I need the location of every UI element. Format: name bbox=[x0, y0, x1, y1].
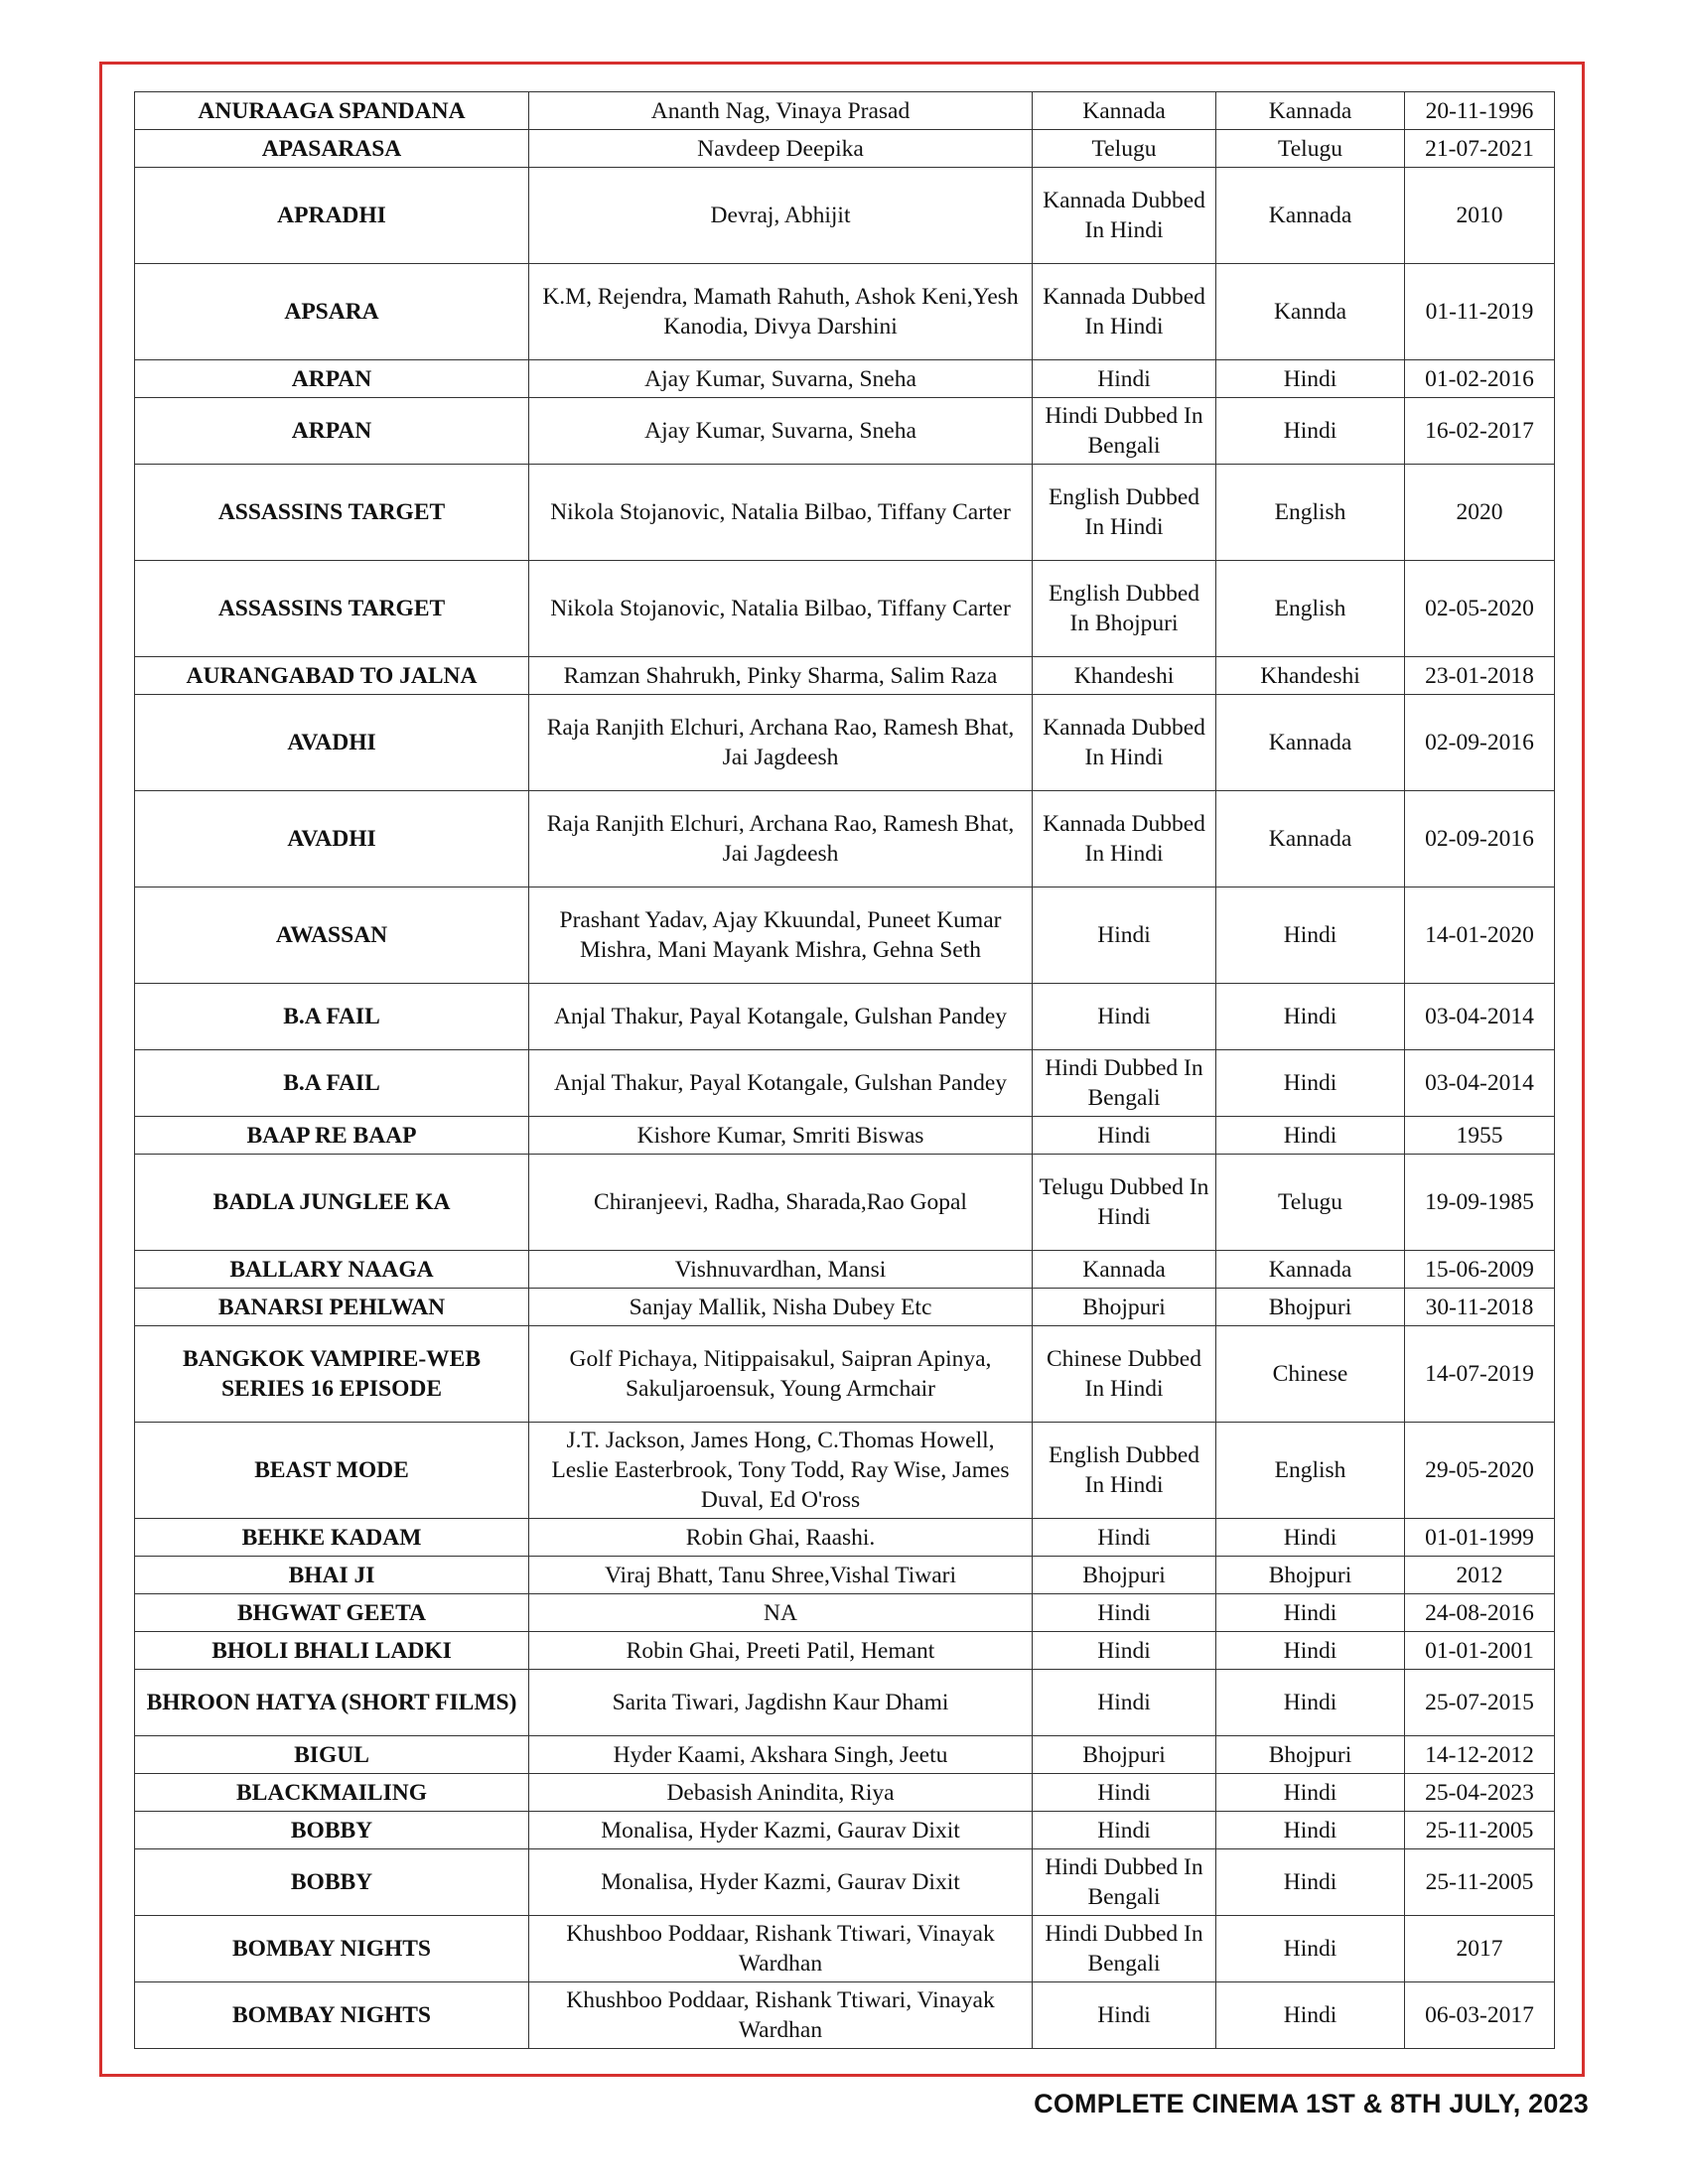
release-date: 25-07-2015 bbox=[1405, 1670, 1555, 1736]
original-language: Hindi bbox=[1216, 1774, 1405, 1812]
cast-list: Sarita Tiwari, Jagdishn Kaur Dhami bbox=[529, 1670, 1033, 1736]
release-date: 01-01-1999 bbox=[1405, 1519, 1555, 1557]
release-language: Hindi bbox=[1033, 1632, 1216, 1670]
release-language: Hindi Dubbed In Bengali bbox=[1033, 1849, 1216, 1916]
table-row bbox=[135, 264, 1555, 360]
cast-list: Ramzan Shahrukh, Pinky Sharma, Salim Raza bbox=[529, 657, 1033, 695]
release-date: 01-01-2001 bbox=[1405, 1632, 1555, 1670]
original-language: English bbox=[1216, 1423, 1405, 1519]
original-language: English bbox=[1216, 561, 1405, 657]
release-date: 14-12-2012 bbox=[1405, 1736, 1555, 1774]
release-language: Hindi bbox=[1033, 1982, 1216, 2049]
original-language: English bbox=[1216, 465, 1405, 561]
original-language: Hindi bbox=[1216, 398, 1405, 465]
film-title: AVADHI bbox=[135, 791, 529, 887]
original-language: Hindi bbox=[1216, 984, 1405, 1050]
cast-list: Vishnuvardhan, Mansi bbox=[529, 1251, 1033, 1289]
release-date: 25-11-2005 bbox=[1405, 1849, 1555, 1916]
release-language: Bhojpuri bbox=[1033, 1289, 1216, 1326]
cast-list: Robin Ghai, Preeti Patil, Hemant bbox=[529, 1632, 1033, 1670]
film-title: BHROON HATYA (SHORT FILMS) bbox=[135, 1670, 529, 1736]
footer-caption: COMPLETE CINEMA 1ST & 8TH JULY, 2023 bbox=[1034, 2089, 1589, 2118]
film-title: AWASSAN bbox=[135, 887, 529, 984]
cast-list: Viraj Bhatt, Tanu Shree,Vishal Tiwari bbox=[529, 1557, 1033, 1594]
film-title: AVADHI bbox=[135, 695, 529, 791]
release-language: Hindi bbox=[1033, 1670, 1216, 1736]
release-date: 02-09-2016 bbox=[1405, 791, 1555, 887]
film-title: BALLARY NAAGA bbox=[135, 1251, 529, 1289]
table-row bbox=[135, 1849, 1555, 1916]
original-language: Hindi bbox=[1216, 1050, 1405, 1117]
table-row bbox=[135, 360, 1555, 398]
cast-list: Nikola Stojanovic, Natalia Bilbao, Tiffany Carter bbox=[529, 465, 1033, 561]
release-language: Hindi bbox=[1033, 360, 1216, 398]
release-date: 24-08-2016 bbox=[1405, 1594, 1555, 1632]
original-language: Kannada bbox=[1216, 1251, 1405, 1289]
table-row bbox=[135, 1670, 1555, 1736]
table-row bbox=[135, 984, 1555, 1050]
release-language: Kannada Dubbed In Hindi bbox=[1033, 791, 1216, 887]
cast-list: Anjal Thakur, Payal Kotangale, Gulshan Pandey bbox=[529, 1050, 1033, 1117]
cast-list: Navdeep Deepika bbox=[529, 130, 1033, 168]
original-language: Hindi bbox=[1216, 1812, 1405, 1849]
original-language: Hindi bbox=[1216, 887, 1405, 984]
cast-list: Devraj, Abhijit bbox=[529, 168, 1033, 264]
film-title: ARPAN bbox=[135, 398, 529, 465]
table-row bbox=[135, 1050, 1555, 1117]
film-title: BANGKOK VAMPIRE-WEB SERIES 16 EPISODE bbox=[135, 1326, 529, 1423]
film-title: BOBBY bbox=[135, 1812, 529, 1849]
cast-list: Golf Pichaya, Nitippaisakul, Saipran Apinya, Sakuljaroensuk, Young Armchair bbox=[529, 1326, 1033, 1423]
release-date: 14-07-2019 bbox=[1405, 1326, 1555, 1423]
release-language: Chinese Dubbed In Hindi bbox=[1033, 1326, 1216, 1423]
cast-list: Ajay Kumar, Suvarna, Sneha bbox=[529, 360, 1033, 398]
table-row bbox=[135, 1289, 1555, 1326]
film-title: ASSASSINS TARGET bbox=[135, 465, 529, 561]
original-language: Hindi bbox=[1216, 1632, 1405, 1670]
cast-list: Robin Ghai, Raashi. bbox=[529, 1519, 1033, 1557]
original-language: Khandeshi bbox=[1216, 657, 1405, 695]
original-language: Kannada bbox=[1216, 168, 1405, 264]
table-row bbox=[135, 1774, 1555, 1812]
table-row bbox=[135, 1251, 1555, 1289]
table-row bbox=[135, 791, 1555, 887]
film-title: BEAST MODE bbox=[135, 1423, 529, 1519]
film-title: BIGUL bbox=[135, 1736, 529, 1774]
release-date: 2012 bbox=[1405, 1557, 1555, 1594]
table-row bbox=[135, 657, 1555, 695]
film-title: ARPAN bbox=[135, 360, 529, 398]
original-language: Hindi bbox=[1216, 360, 1405, 398]
release-date: 30-11-2018 bbox=[1405, 1289, 1555, 1326]
release-language: Bhojpuri bbox=[1033, 1736, 1216, 1774]
film-title: APASARASA bbox=[135, 130, 529, 168]
release-language: Hindi bbox=[1033, 984, 1216, 1050]
release-date: 20-11-1996 bbox=[1405, 92, 1555, 130]
table-row bbox=[135, 398, 1555, 465]
cast-list: Nikola Stojanovic, Natalia Bilbao, Tiffany Carter bbox=[529, 561, 1033, 657]
original-language: Kannada bbox=[1216, 92, 1405, 130]
film-title: BOMBAY NIGHTS bbox=[135, 1982, 529, 2049]
original-language: Hindi bbox=[1216, 1849, 1405, 1916]
release-language: Telugu Dubbed In Hindi bbox=[1033, 1155, 1216, 1251]
release-language: Kannada Dubbed In Hindi bbox=[1033, 168, 1216, 264]
table-row bbox=[135, 887, 1555, 984]
cast-list: Debasish Anindita, Riya bbox=[529, 1774, 1033, 1812]
cast-list: Khushboo Poddaar, Rishank Ttiwari, Vinayak Wardhan bbox=[529, 1982, 1033, 2049]
release-date: 16-02-2017 bbox=[1405, 398, 1555, 465]
film-title: BOMBAY NIGHTS bbox=[135, 1916, 529, 1982]
cast-list: Raja Ranjith Elchuri, Archana Rao, Ramesh Bhat, Jai Jagdeesh bbox=[529, 695, 1033, 791]
cast-list: Monalisa, Hyder Kazmi, Gaurav Dixit bbox=[529, 1812, 1033, 1849]
original-language: Telugu bbox=[1216, 1155, 1405, 1251]
table-row bbox=[135, 1423, 1555, 1519]
release-language: Telugu bbox=[1033, 130, 1216, 168]
film-table bbox=[134, 91, 1555, 2049]
table-row bbox=[135, 1812, 1555, 1849]
film-title: ASSASSINS TARGET bbox=[135, 561, 529, 657]
release-language: English Dubbed In Hindi bbox=[1033, 465, 1216, 561]
release-language: Hindi Dubbed In Bengali bbox=[1033, 398, 1216, 465]
release-language: Kannada bbox=[1033, 92, 1216, 130]
release-language: Kannada bbox=[1033, 1251, 1216, 1289]
release-date: 02-09-2016 bbox=[1405, 695, 1555, 791]
table-row bbox=[135, 1982, 1555, 2049]
release-language: Hindi Dubbed In Bengali bbox=[1033, 1916, 1216, 1982]
original-language: Telugu bbox=[1216, 130, 1405, 168]
table-row bbox=[135, 561, 1555, 657]
release-language: English Dubbed In Bhojpuri bbox=[1033, 561, 1216, 657]
cast-list: NA bbox=[529, 1594, 1033, 1632]
release-date: 2017 bbox=[1405, 1916, 1555, 1982]
original-language: Kannada bbox=[1216, 695, 1405, 791]
film-title: BADLA JUNGLEE KA bbox=[135, 1155, 529, 1251]
table-row bbox=[135, 1155, 1555, 1251]
film-title: BHGWAT GEETA bbox=[135, 1594, 529, 1632]
release-language: Hindi bbox=[1033, 887, 1216, 984]
cast-list: K.M, Rejendra, Mamath Rahuth, Ashok Keni,Yesh Kanodia, Divya Darshini bbox=[529, 264, 1033, 360]
release-language: Hindi bbox=[1033, 1812, 1216, 1849]
original-language: Bhojpuri bbox=[1216, 1736, 1405, 1774]
table-row bbox=[135, 1632, 1555, 1670]
cast-list: Ajay Kumar, Suvarna, Sneha bbox=[529, 398, 1033, 465]
film-title: BOBBY bbox=[135, 1849, 529, 1916]
table-row bbox=[135, 465, 1555, 561]
cast-list: Monalisa, Hyder Kazmi, Gaurav Dixit bbox=[529, 1849, 1033, 1916]
film-title: BHAI JI bbox=[135, 1557, 529, 1594]
release-date: 2010 bbox=[1405, 168, 1555, 264]
release-date: 01-02-2016 bbox=[1405, 360, 1555, 398]
table-row bbox=[135, 92, 1555, 130]
release-language: Kannada Dubbed In Hindi bbox=[1033, 264, 1216, 360]
table-row bbox=[135, 1736, 1555, 1774]
table-row bbox=[135, 1916, 1555, 1982]
release-date: 1955 bbox=[1405, 1117, 1555, 1155]
release-language: Hindi bbox=[1033, 1594, 1216, 1632]
film-title: BAAP RE BAAP bbox=[135, 1117, 529, 1155]
release-date: 25-11-2005 bbox=[1405, 1812, 1555, 1849]
film-title: BHOLI BHALI LADKI bbox=[135, 1632, 529, 1670]
film-title: ANURAAGA SPANDANA bbox=[135, 92, 529, 130]
original-language: Hindi bbox=[1216, 1519, 1405, 1557]
original-language: Bhojpuri bbox=[1216, 1557, 1405, 1594]
film-table-body bbox=[135, 92, 1555, 2049]
film-title: APSARA bbox=[135, 264, 529, 360]
original-language: Hindi bbox=[1216, 1670, 1405, 1736]
film-title: AURANGABAD TO JALNA bbox=[135, 657, 529, 695]
original-language: Chinese bbox=[1216, 1326, 1405, 1423]
release-date: 21-07-2021 bbox=[1405, 130, 1555, 168]
cast-list: J.T. Jackson, James Hong, C.Thomas Howell, Leslie Easterbrook, Tony Todd, Ray Wise, James Duval, Ed O'ross bbox=[529, 1423, 1033, 1519]
release-date: 19-09-1985 bbox=[1405, 1155, 1555, 1251]
cast-list: Chiranjeevi, Radha, Sharada,Rao Gopal bbox=[529, 1155, 1033, 1251]
original-language: Hindi bbox=[1216, 1594, 1405, 1632]
release-language: Hindi bbox=[1033, 1774, 1216, 1812]
release-language: Hindi bbox=[1033, 1117, 1216, 1155]
release-date: 23-01-2018 bbox=[1405, 657, 1555, 695]
film-title: BANARSI PEHLWAN bbox=[135, 1289, 529, 1326]
release-language: Hindi Dubbed In Bengali bbox=[1033, 1050, 1216, 1117]
film-title: B.A FAIL bbox=[135, 984, 529, 1050]
release-language: Kannada Dubbed In Hindi bbox=[1033, 695, 1216, 791]
release-date: 29-05-2020 bbox=[1405, 1423, 1555, 1519]
table-row bbox=[135, 695, 1555, 791]
original-language: Hindi bbox=[1216, 1916, 1405, 1982]
original-language: Kannada bbox=[1216, 791, 1405, 887]
original-language: Hindi bbox=[1216, 1117, 1405, 1155]
release-language: Bhojpuri bbox=[1033, 1557, 1216, 1594]
release-date: 06-03-2017 bbox=[1405, 1982, 1555, 2049]
release-date: 14-01-2020 bbox=[1405, 887, 1555, 984]
table-row bbox=[135, 1557, 1555, 1594]
cast-list: Hyder Kaami, Akshara Singh, Jeetu bbox=[529, 1736, 1033, 1774]
table-row bbox=[135, 168, 1555, 264]
film-title: B.A FAIL bbox=[135, 1050, 529, 1117]
release-date: 01-11-2019 bbox=[1405, 264, 1555, 360]
cast-list: Kishore Kumar, Smriti Biswas bbox=[529, 1117, 1033, 1155]
film-title: APRADHI bbox=[135, 168, 529, 264]
release-date: 25-04-2023 bbox=[1405, 1774, 1555, 1812]
cast-list: Sanjay Mallik, Nisha Dubey Etc bbox=[529, 1289, 1033, 1326]
film-title: BEHKE KADAM bbox=[135, 1519, 529, 1557]
original-language: Bhojpuri bbox=[1216, 1289, 1405, 1326]
original-language: Hindi bbox=[1216, 1982, 1405, 2049]
table-row bbox=[135, 1326, 1555, 1423]
table-row bbox=[135, 1519, 1555, 1557]
release-language: English Dubbed In Hindi bbox=[1033, 1423, 1216, 1519]
table-row bbox=[135, 130, 1555, 168]
cast-list: Ananth Nag, Vinaya Prasad bbox=[529, 92, 1033, 130]
table-row bbox=[135, 1117, 1555, 1155]
cast-list: Anjal Thakur, Payal Kotangale, Gulshan Pandey bbox=[529, 984, 1033, 1050]
release-language: Hindi bbox=[1033, 1519, 1216, 1557]
cast-list: Raja Ranjith Elchuri, Archana Rao, Ramesh Bhat, Jai Jagdeesh bbox=[529, 791, 1033, 887]
release-date: 03-04-2014 bbox=[1405, 984, 1555, 1050]
cast-list: Khushboo Poddaar, Rishank Ttiwari, Vinayak Wardhan bbox=[529, 1916, 1033, 1982]
release-date: 15-06-2009 bbox=[1405, 1251, 1555, 1289]
release-language: Khandeshi bbox=[1033, 657, 1216, 695]
film-title: BLACKMAILING bbox=[135, 1774, 529, 1812]
release-date: 03-04-2014 bbox=[1405, 1050, 1555, 1117]
cast-list: Prashant Yadav, Ajay Kkuundal, Puneet Kumar Mishra, Mani Mayank Mishra, Gehna Seth bbox=[529, 887, 1033, 984]
release-date: 2020 bbox=[1405, 465, 1555, 561]
table-row bbox=[135, 1594, 1555, 1632]
original-language: Kannda bbox=[1216, 264, 1405, 360]
release-date: 02-05-2020 bbox=[1405, 561, 1555, 657]
